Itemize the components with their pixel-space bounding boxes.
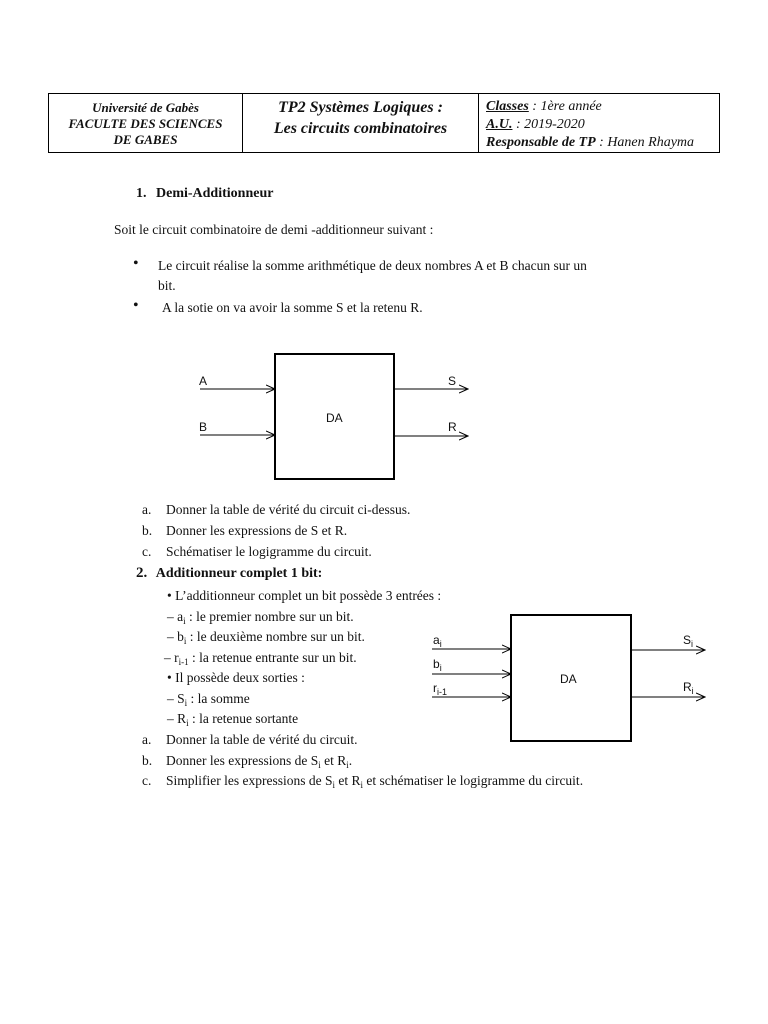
- diagram2-bi-letter: b: [433, 657, 440, 671]
- diagram2-box-label: DA: [560, 672, 577, 686]
- tp-subtitle: Les circuits combinatoires: [273, 120, 448, 137]
- s2-qc-sub2: i: [360, 780, 364, 790]
- s2-qb-sub1: i: [318, 760, 321, 770]
- section1-number: 1.: [136, 186, 147, 201]
- input-a-dash: – a: [167, 609, 184, 624]
- s1-question-c-marker: c.: [142, 544, 152, 559]
- input-a-subscript: i: [183, 616, 186, 626]
- diagram1-label-a: A: [199, 374, 208, 388]
- input-a-text: : le premier nombre sur un bit.: [185, 609, 354, 624]
- input-r-subscript: i-1: [178, 657, 189, 667]
- s2-question-c-marker: c.: [142, 773, 152, 788]
- outputs-intro: Il possède deux sorties :: [175, 670, 305, 685]
- au-value: : 2019-2020: [512, 117, 585, 132]
- diagram1-label-r: R: [448, 420, 457, 434]
- diagram2-bi-sub: i: [439, 663, 442, 673]
- section1-intro: Soit le circuit combinatoire de demi -additionneur suivant :: [114, 222, 434, 237]
- output-r-dash: – R: [167, 711, 187, 726]
- diagram1-box-label: DA: [326, 411, 343, 425]
- diagram2-ai-sub: i: [439, 639, 442, 649]
- input-b-subscript: i: [183, 636, 187, 646]
- header-institution-cell: [49, 94, 243, 152]
- output-s-text: : la somme: [187, 691, 250, 706]
- s2-qc-pre: Simplifier les expressions de S: [166, 773, 333, 788]
- section1-heading: [136, 186, 273, 202]
- s1-question-a: Donner la table de vérité du circuit ci-dessus.: [166, 502, 411, 517]
- bullet-icon: •: [133, 255, 139, 272]
- bullet-icon: •: [167, 670, 172, 685]
- faculty-line1: FACULTE DES SCIENCES: [68, 116, 223, 131]
- s2-qc-mid: et R: [335, 773, 361, 788]
- header-info-cell: [479, 94, 719, 152]
- section2-heading: [136, 565, 322, 582]
- diagram2-label-ri: [433, 681, 447, 697]
- header-title-cell: [243, 94, 479, 152]
- s2-qb-sub2: i: [346, 760, 349, 770]
- resp-label: Responsable de TP: [486, 135, 596, 150]
- diagram2-ri-sub: i-1: [437, 687, 448, 697]
- s2-question-a-marker: a.: [142, 732, 152, 747]
- section2-title: Additionneur complet 1 bit:: [155, 566, 323, 581]
- s2-qb-mid: et R: [320, 753, 347, 768]
- diagram2-si-sub: i: [691, 639, 694, 649]
- section1-bullet1-line1: Le circuit réalise la somme arithmétique de deux nombres A et B chacun sur un: [158, 258, 587, 273]
- s2-question-b: [166, 752, 352, 774]
- section1-bullet1-line2: bit.: [158, 278, 176, 293]
- input-r-dash: – r: [164, 650, 179, 665]
- faculty-line2: DE GABES: [113, 132, 178, 147]
- university-name: Université de Gabès: [92, 100, 199, 115]
- s1-question-b: Donner les expressions de S et R.: [166, 523, 348, 538]
- diagram2-label-ri-out: [683, 680, 694, 696]
- diagram2-label-ai: [433, 633, 442, 649]
- tp-title: TP2 Systèmes Logiques :: [278, 99, 443, 116]
- bullet-icon: •: [167, 588, 172, 603]
- s2-qc-sub1: i: [332, 780, 335, 790]
- au-label: A.U.: [486, 117, 513, 132]
- diagram2-label-si: [683, 633, 693, 649]
- s2-qb-pre: Donner les expressions de S: [166, 753, 319, 768]
- classes-row: [486, 98, 719, 116]
- au-row: [486, 116, 719, 134]
- resp-value: : Hanen Rhayma: [595, 135, 695, 150]
- input-b-dash: – b: [167, 629, 184, 644]
- diagram1-label-s: S: [448, 374, 457, 388]
- header-table: [48, 93, 720, 153]
- s1-question-a-marker: a.: [142, 502, 152, 517]
- input-r-text: : la retenue entrante sur un bit.: [188, 650, 357, 665]
- diagram2-ro-sub: i: [691, 686, 694, 696]
- resp-row: [486, 134, 719, 152]
- s1-question-b-marker: b.: [142, 523, 153, 538]
- section1-title: Demi-Additionneur: [156, 186, 274, 201]
- section1-bullet2: A la sotie on va avoir la somme S et la retenu R.: [162, 300, 423, 315]
- bullet-icon: •: [133, 297, 139, 314]
- s2-qb-end: .: [348, 753, 353, 768]
- diagram2-ai-letter: a: [433, 633, 440, 647]
- section2-number: 2.: [136, 565, 148, 581]
- diagram1-label-b: B: [199, 420, 208, 434]
- diagram2-si-letter: S: [683, 633, 692, 647]
- diagram2-label-bi: [433, 657, 442, 673]
- diagram2-ri-letter: r: [433, 681, 437, 695]
- input-b-text: : le deuxième nombre sur un bit.: [186, 629, 365, 644]
- classes-value: : 1ère année: [528, 99, 602, 114]
- s2-question-a: Donner la table de vérité du circuit.: [166, 732, 358, 747]
- s2-qc-end: et schématiser le logigramme du circuit.: [363, 773, 584, 788]
- section2-intro: L’additionneur complet un bit possède 3 entrées :: [175, 588, 442, 603]
- s1-question-c: Schématiser le logigramme du circuit.: [166, 544, 372, 559]
- s2-question-b-marker: b.: [142, 753, 153, 768]
- half-adder-diagram: [0, 340, 768, 490]
- output-r-subscript: i: [186, 718, 189, 728]
- diagram2-ro-letter: R: [683, 680, 692, 694]
- full-adder-diagram: [0, 600, 768, 750]
- s2-question-c: [166, 772, 583, 794]
- output-s-subscript: i: [184, 698, 188, 708]
- classes-label: Classes: [486, 99, 529, 114]
- output-s-dash: – S: [167, 691, 185, 706]
- output-r-text: : la retenue sortante: [188, 711, 299, 726]
